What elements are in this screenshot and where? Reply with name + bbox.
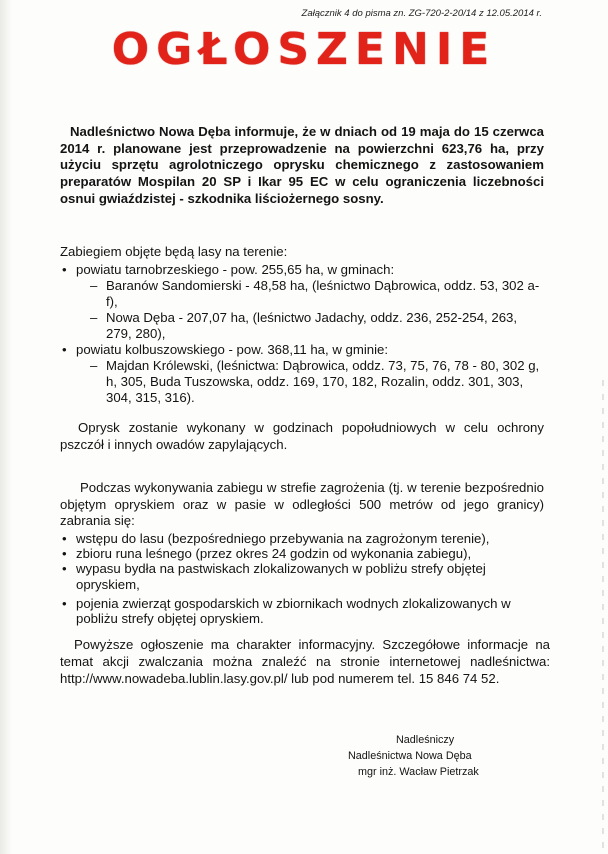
commune-text: – Baranów Sandomierski - 48,58 ha, (leśnictwo Dąbrowica, oddz. 53, 302 a-f), (106, 278, 540, 309)
commune-item (76, 278, 544, 310)
scan-edge-shadow (0, 0, 12, 854)
county-label: powiatu kolbuszowskiego - pow. 368,11 ha, w gminie: (76, 342, 389, 357)
info-paragraph: Powyższe ogłoszenie ma charakter informacyjny. Szczegółowe informacje na temat akcji zwalczania można znaleźć na stronie internetowej nadleśnictwa: http://www.nowadeba.lublin.lasy.gov.pl/ lub pod numerem tel. 15 846 74 52. (60, 637, 550, 686)
signature-block (346, 732, 526, 780)
intro-paragraph: Nadleśnictwo Nowa Dęba informuje, że w dniach od 19 maja do 15 czerwca 2014 r. planowane jest przeprowadzenie na powierzchni 623,76 ha, przy użyciu sprzętu agrolotniczego oprysku chemicznego z zastosowaniem preparatów Mospilan 20 SP i Ikar 95 EC w celu ograniczenia liczebności osnui gwiaździstej - szkodnika liściożernego sosny. (60, 124, 544, 206)
signature-role: Nadleśniczy (396, 734, 455, 746)
announcement-title: OGŁOSZENIE (111, 24, 497, 75)
prohibition-item: • wstępu do lasu (bezpośredniego przebywania na zagrożonym terenie), (60, 531, 534, 546)
scope-list (60, 262, 544, 406)
prohibition-list (60, 531, 534, 626)
prohibition-item: • wypasu bydła na pastwiskach zlokalizowanych w pobliżu strefy objętej opryskiem, (60, 561, 534, 591)
signature-name: mgr inż. Wacław Pietrzak (358, 766, 479, 778)
commune-text: – Majdan Królewski, (leśnictwa: Dąbrowica, oddz. 73, 75, 76, 78 - 80, 302 g, h, 305, Buda Tuszowska, oddz. 169, 170, 182, Rozalin, oddz. 301, 303, 304, 315, 316). (106, 358, 540, 405)
prohibition-item: • zbioru runa leśnego (przez okres 24 godzin od wykonania zabiegu), (60, 546, 534, 561)
prohibition-intro-paragraph: Podczas wykonywania zabiegu w strefie zagrożenia (tj. w terenie bezpośrednio objętym opryskiem oraz w pasie w odległości 500 metrów od jego granicy) zabrania się: (60, 480, 544, 529)
scan-artifact-line (602, 380, 604, 850)
signature-office: Nadleśnictwa Nowa Dęba (348, 750, 472, 762)
spray-time-paragraph: Oprysk zostanie wykonany w godzinach popołudniowych w celu ochrony pszczół i innych owadów zapylających. (60, 420, 544, 452)
county-label: powiatu tarnobrzeskiego - pow. 255,65 ha, w gminach: (76, 262, 395, 277)
county-item (60, 262, 544, 342)
commune-item (76, 358, 544, 406)
attachment-reference: Załącznik 4 do pisma zn. ZG-720-2-20/14 z 12.05.2014 r. (301, 8, 542, 19)
commune-text: – Nowa Dęba - 207,07 ha, (leśnictwo Jadachy, oddz. 236, 252-254, 263, 279, 280), (106, 310, 518, 341)
prohibition-item: • pojenia zwierząt gospodarskich w zbiornikach wodnych zlokalizowanych w pobliżu strefy objętej opryskiem. (60, 596, 534, 626)
county-item (60, 342, 544, 406)
commune-item (76, 310, 544, 342)
scope-heading: Zabiegiem objęte będą lasy na terenie: (60, 244, 288, 259)
